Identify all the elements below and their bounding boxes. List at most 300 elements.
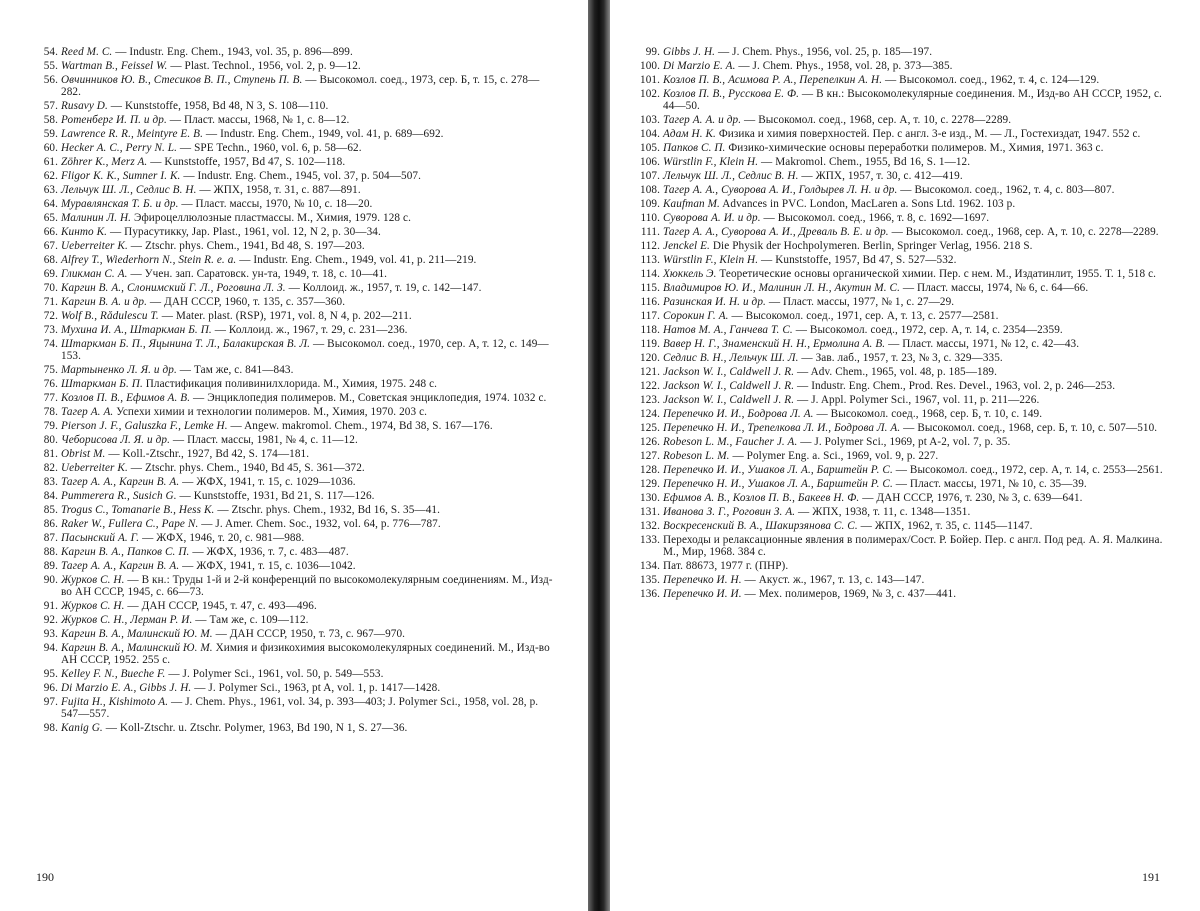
- reference-citation: — ЖПХ, 1957, т. 30, с. 412—419.: [798, 170, 963, 182]
- reference-entry: [638, 142, 1168, 154]
- reference-text: [663, 46, 1168, 58]
- reference-entry: [36, 668, 556, 680]
- reference-citation: — Высокомол. соед., 1968, сер. А, т. 10, с. 2278—2289.: [741, 114, 1012, 126]
- reference-authors: Kanig G.: [61, 722, 103, 734]
- reference-authors: Jackson W. I., Caldwell J. R.: [663, 380, 795, 392]
- reference-text: [61, 46, 556, 58]
- reference-number: 121.: [640, 366, 660, 378]
- reference-authors: Каргин В. А., Малинский Ю. М.: [61, 642, 213, 654]
- reference-authors: Перепечко И. И., Бодрова Л. А.: [663, 408, 814, 420]
- reference-text: [663, 534, 1168, 558]
- reference-text: [61, 170, 556, 182]
- reference-authors: Jenckel E.: [663, 240, 710, 252]
- reference-entry: [638, 184, 1168, 196]
- reference-number: 103.: [640, 114, 660, 126]
- reference-number: 89.: [43, 560, 58, 572]
- reference-entry: [638, 506, 1168, 518]
- reference-citation: — Industr. Eng. Chem., 1949, vol. 41, p. 211—219.: [236, 254, 477, 266]
- reference-text: [663, 464, 1168, 476]
- reference-number: 81.: [43, 448, 58, 460]
- reference-authors: Reed M. C.: [61, 46, 113, 58]
- reference-entry: [638, 254, 1168, 266]
- reference-entry: [36, 338, 556, 362]
- reference-authors: Jackson W. I., Caldwell J. R.: [663, 394, 795, 406]
- reference-number: 77.: [43, 392, 58, 404]
- reference-number: 83.: [43, 476, 58, 488]
- reference-number: 93.: [43, 628, 58, 640]
- reference-text: [663, 408, 1168, 420]
- reference-citation: — SPE Techn., 1960, vol. 6, p. 58—62.: [177, 142, 362, 154]
- reference-authors: Штаркман Б. П.: [61, 378, 143, 390]
- reference-entry: [36, 310, 556, 322]
- reference-number: 115.: [640, 282, 660, 294]
- reference-authors: Тагер А. А. и др.: [663, 114, 742, 126]
- reference-citation: — Учен. зап. Саратовск. ун-та, 1949, т. 18, с. 10—41.: [127, 268, 388, 280]
- reference-text: [663, 560, 1168, 572]
- reference-authors: Würstlin F., Klein H.: [663, 254, 759, 266]
- reference-text: [61, 100, 556, 112]
- reference-text: [61, 114, 556, 126]
- reference-entry: [36, 128, 556, 140]
- reference-number: 60.: [43, 142, 58, 154]
- reference-citation: Теоретические основы органической химии. Пер. с нем. М., Издатинлит, 1955. Т. 1, 518 с.: [716, 268, 1157, 280]
- reference-authors: Rusavy D.: [61, 100, 108, 112]
- reference-text: [663, 74, 1168, 86]
- reference-number: 102.: [640, 88, 660, 100]
- reference-number: 88.: [43, 546, 58, 558]
- reference-number: 100.: [640, 60, 660, 72]
- reference-entry: [36, 504, 556, 516]
- reference-text: [61, 74, 556, 98]
- reference-number: 94.: [43, 642, 58, 654]
- reference-authors: Pierson J. F., Galuszka F., Lemke H.: [61, 420, 228, 432]
- reference-authors: Zöhrer K., Merz A.: [61, 156, 148, 168]
- reference-text: [61, 60, 556, 72]
- reference-number: 95.: [43, 668, 58, 680]
- reference-entry: [36, 462, 556, 474]
- reference-text: [663, 240, 1168, 252]
- reference-citation: — Коллоид. ж., 1957, т. 19, с. 142—147.: [285, 282, 482, 294]
- reference-entry: [638, 226, 1168, 238]
- reference-entry: [638, 240, 1168, 252]
- reference-number: 85.: [43, 504, 58, 516]
- reference-list: [638, 46, 1168, 602]
- reference-text: [61, 392, 556, 404]
- reference-text: [61, 722, 556, 734]
- reference-number: 79.: [43, 420, 58, 432]
- reference-number: 65.: [43, 212, 58, 224]
- reference-citation: — Высокомол. соед., 1968, сер. Б, т. 10, с. 149.: [813, 408, 1043, 420]
- reference-text: [61, 462, 556, 474]
- reference-text: [663, 588, 1168, 600]
- reference-entry: [638, 366, 1168, 378]
- reference-number: 109.: [640, 198, 660, 210]
- reference-number: 122.: [640, 380, 660, 392]
- reference-text: [663, 520, 1168, 532]
- reference-citation: — ЖФХ, 1936, т. 7, с. 483—487.: [189, 546, 349, 558]
- reference-text: [61, 600, 556, 612]
- reference-text: [61, 156, 556, 168]
- reference-citation: — Высокомол. соед., 1970, сер. А, т. 12, с. 149—153.: [61, 338, 549, 362]
- reference-entry: [638, 46, 1168, 58]
- reference-citation: — ЖПХ, 1938, т. 11, с. 1348—1351.: [795, 506, 971, 518]
- reference-text: [61, 310, 556, 322]
- reference-number: 87.: [43, 532, 58, 544]
- reference-authors: Kaufman M.: [663, 198, 720, 210]
- reference-text: [663, 142, 1168, 154]
- reference-authors: Kelley F. N., Bueche F.: [61, 668, 166, 680]
- reference-number: 75.: [43, 364, 58, 376]
- reference-citation: — J. Polymer Sci., 1969, pt A-2, vol. 7, p. 35.: [797, 436, 1011, 448]
- reference-entry: [36, 600, 556, 612]
- reference-citation: — ДАН СССР, 1976, т. 230, № 3, с. 639—641.: [859, 492, 1083, 504]
- reference-number: 129.: [640, 478, 660, 490]
- reference-number: 134.: [640, 560, 660, 572]
- reference-text: [663, 450, 1168, 462]
- reference-text: [61, 338, 556, 362]
- reference-citation: — Koll.-Ztschr., 1927, Bd 42, S. 174—181.: [105, 448, 310, 460]
- reference-list: [36, 46, 556, 736]
- reference-citation: — Высокомол. соед., 1962, т. 4, с. 124—129.: [882, 74, 1100, 86]
- page-number: 191: [1142, 870, 1160, 884]
- reference-citation: — J. Amer. Chem. Soc., 1932, vol. 64, p. 776—787.: [198, 518, 441, 530]
- reference-text: [61, 696, 556, 720]
- reference-authors: Fujita H., Kishimoto A.: [61, 696, 169, 708]
- reference-authors: Козлов П. В., Ефимов А. В.: [61, 392, 191, 404]
- reference-citation: — ЖПХ, 1962, т. 35, с. 1145—1147.: [857, 520, 1033, 532]
- right-page: [608, 0, 1200, 911]
- reference-entry: [36, 614, 556, 626]
- reference-citation: — Высокомол. соед., 1968, сер. А, т. 10, с. 2278—2289.: [888, 226, 1159, 238]
- reference-entry: [36, 324, 556, 336]
- reference-authors: Чеборисова Л. Я. и др.: [61, 434, 170, 446]
- reference-citation: — J. Chem. Phys., 1961, vol. 34, p. 393—403; J. Polymer Sci., 1958, vol. 28, p. 547—557.: [61, 696, 539, 720]
- reference-text: [61, 668, 556, 680]
- reference-number: 59.: [43, 128, 58, 140]
- reference-text: [663, 198, 1168, 210]
- reference-entry: [638, 408, 1168, 420]
- reference-number: 99.: [645, 46, 660, 58]
- reference-text: [663, 60, 1168, 72]
- reference-citation: — Industr. Eng. Chem., 1945, vol. 37, p. 504—507.: [180, 170, 422, 182]
- reference-text: [61, 364, 556, 376]
- reference-entry: [36, 156, 556, 168]
- reference-citation: Эфироцеллюлозные пластмассы. М., Химия, 1979. 128 с.: [131, 212, 411, 224]
- reference-number: 54.: [43, 46, 58, 58]
- reference-citation: — Ztschr. phys. Chem., 1932, Bd 16, S. 35—41.: [214, 504, 440, 516]
- reference-text: [663, 366, 1168, 378]
- reference-entry: [36, 518, 556, 530]
- reference-number: 92.: [43, 614, 58, 626]
- reference-authors: Wartman B., Feissel W.: [61, 60, 168, 72]
- reference-text: [663, 156, 1168, 168]
- reference-entry: [36, 268, 556, 280]
- reference-entry: [36, 364, 556, 376]
- reference-entry: [638, 394, 1168, 406]
- reference-number: 68.: [43, 254, 58, 266]
- reference-entry: [638, 436, 1168, 448]
- reference-number: 118.: [640, 324, 660, 336]
- reference-authors: Муравлянская Т. Б. и др.: [61, 198, 179, 210]
- reference-number: 74.: [43, 338, 58, 350]
- reference-number: 82.: [43, 462, 58, 474]
- reference-number: 114.: [640, 268, 660, 280]
- reference-entry: [638, 380, 1168, 392]
- reference-citation: — J. Chem. Phys., 1956, vol. 25, p. 185—197.: [715, 46, 933, 58]
- reference-citation: — Зав. лаб., 1957, т. 23, № 3, с. 329—335.: [798, 352, 1003, 364]
- reference-authors: Перепечко И. Н.: [663, 574, 742, 586]
- reference-citation: — Kunststoffe, 1958, Bd 48, N 3, S. 108—110.: [107, 100, 329, 112]
- reference-citation: — Высокомол. соед., 1968, сер. Б, т. 10, с. 507—510.: [900, 422, 1158, 434]
- reference-authors: Trogus C., Tomanarie B., Hess K.: [61, 504, 215, 516]
- reference-citation: — Коллоид. ж., 1967, т. 29, с. 231—236.: [211, 324, 408, 336]
- reference-text: [663, 254, 1168, 266]
- reference-authors: Hecker A. C., Perry N. L.: [61, 142, 178, 154]
- reference-number: 133.: [640, 534, 660, 546]
- reference-entry: [638, 352, 1168, 364]
- reference-citation: — Высокомол. соед., 1973, сер. Б, т. 15, с. 278—282.: [61, 74, 540, 98]
- reference-text: [61, 532, 556, 544]
- reference-authors: Папков С. П.: [663, 142, 726, 154]
- reference-citation: — Polymer Eng. a. Sci., 1969, vol. 9, p. 227.: [729, 450, 939, 462]
- reference-citation: Физика и химия поверхностей. Пер. с англ. 3-е изд., М. — Л., Гостехиздат, 1947. 552 с.: [715, 128, 1141, 140]
- reference-number: 117.: [640, 310, 660, 322]
- reference-number: 107.: [640, 170, 660, 182]
- reference-text: [663, 114, 1168, 126]
- reference-entry: [36, 212, 556, 224]
- reference-text: [663, 506, 1168, 518]
- reference-authors: Каргин В. А., Папков С. П.: [61, 546, 190, 558]
- reference-number: 73.: [43, 324, 58, 336]
- reference-citation: — Industr. Eng. Chem., 1943, vol. 35, p. 896—899.: [112, 46, 353, 58]
- reference-text: [663, 394, 1168, 406]
- reference-citation: — ДАН СССР, 1950, т. 73, с. 967—970.: [212, 628, 406, 640]
- reference-entry: [36, 560, 556, 572]
- reference-authors: Gibbs J. H.: [663, 46, 716, 58]
- reference-citation: — ДАН СССР, 1945, т. 47, с. 493—496.: [124, 600, 317, 612]
- reference-authors: Ротенберг И. П. и др.: [61, 114, 167, 126]
- reference-number: 90.: [43, 574, 58, 586]
- reference-number: 70.: [43, 282, 58, 294]
- reference-number: 71.: [43, 296, 58, 308]
- reference-entry: [638, 282, 1168, 294]
- reference-citation: — Пурасутикку, Jap. Plast., 1961, vol. 12, N 2, p. 30—34.: [107, 226, 381, 238]
- reference-authors: Каргин В. А., Малинский Ю. М.: [61, 628, 213, 640]
- reference-entry: [638, 128, 1168, 140]
- reference-number: 130.: [640, 492, 660, 504]
- reference-number: 80.: [43, 434, 58, 446]
- reference-authors: Перепечко Н. И., Трепелкова Л. И., Бодрова Л. А.: [663, 422, 901, 434]
- reference-number: 120.: [640, 352, 660, 364]
- reference-text: [61, 240, 556, 252]
- reference-authors: Гликман С. А.: [61, 268, 128, 280]
- reference-authors: Тагер А. А., Суворова А. И., Древаль В. Е. и др.: [663, 226, 889, 238]
- reference-text: [61, 518, 556, 530]
- reference-citation: Физико-химические основы переработки полимеров. М., Химия, 1971. 363 с.: [725, 142, 1104, 154]
- reference-entry: [36, 628, 556, 640]
- reference-entry: [36, 170, 556, 182]
- reference-citation: — Пласт. массы, 1981, № 4, с. 11—12.: [170, 434, 358, 446]
- reference-citation: — Там же, с. 841—843.: [176, 364, 294, 376]
- reference-authors: Тагер А. А., Суворова А. И., Голдырев Л. Н. и др.: [663, 184, 898, 196]
- reference-text: [61, 226, 556, 238]
- reference-number: 55.: [43, 60, 58, 72]
- reference-entry: [638, 170, 1168, 182]
- reference-entry: [36, 46, 556, 58]
- reference-authors: Pummerera R., Susich G.: [61, 490, 177, 502]
- reference-text: [61, 490, 556, 502]
- reference-entry: [638, 310, 1168, 322]
- reference-number: 136.: [640, 588, 660, 600]
- reference-citation: — Высокомол. соед., 1962, т. 4, с. 803—807.: [897, 184, 1115, 196]
- reference-entry: [638, 268, 1168, 280]
- reference-number: 126.: [640, 436, 660, 448]
- reference-entry: [638, 588, 1168, 600]
- reference-citation: — Koll-Ztschr. u. Ztschr. Polymer, 1963, Bd 190, N 1, S. 27—36.: [102, 722, 408, 734]
- left-page: [0, 0, 590, 911]
- reference-text: [61, 574, 556, 598]
- reference-authors: Robeson L. M., Faucher J. A.: [663, 436, 798, 448]
- reference-entry: [36, 142, 556, 154]
- reference-text: [61, 378, 556, 390]
- reference-authors: Журков С. Н.: [61, 600, 125, 612]
- reference-citation: Advances in PVC. London, MacLaren a. Sons Ltd. 1962. 103 p.: [719, 198, 1016, 210]
- reference-entry: [638, 156, 1168, 168]
- reference-authors: Воскресенский В. А., Шакирзянова С. С.: [663, 520, 858, 532]
- reference-entry: [36, 392, 556, 404]
- reference-citation: Die Physik der Hochpolymeren. Berlin, Springer Verlag, 1956. 218 S.: [709, 240, 1033, 252]
- reference-text: [663, 310, 1168, 322]
- reference-citation: — Mater. plast. (RSP), 1971, vol. 8, N 4, p. 202—211.: [158, 310, 412, 322]
- reference-text: [61, 128, 556, 140]
- reference-number: 124.: [640, 408, 660, 420]
- reference-number: 72.: [43, 310, 58, 322]
- reference-authors: Пасынский А. Г.: [61, 532, 140, 544]
- reference-citation: — Пласт. массы, 1968, № 1, с. 8—12.: [166, 114, 350, 126]
- reference-text: [61, 504, 556, 516]
- reference-citation: — Высокомол. соед., 1971, сер. А, т. 13, с. 2577—2581.: [728, 310, 999, 322]
- reference-number: 108.: [640, 184, 660, 196]
- reference-authors: Перепечко Н. И., Ушаков Л. А., Барштейн Р. С.: [663, 478, 893, 490]
- reference-number: 106.: [640, 156, 660, 168]
- reference-number: 110.: [640, 212, 660, 224]
- reference-authors: Штаркман Б. П., Яцынина Т. Л., Балакирская В. Л.: [61, 338, 311, 350]
- reference-text: [663, 184, 1168, 196]
- reference-entry: [36, 184, 556, 196]
- reference-text: [663, 574, 1168, 586]
- reference-text: [663, 478, 1168, 490]
- reference-entry: [36, 282, 556, 294]
- reference-entry: [36, 114, 556, 126]
- reference-authors: Разинская И. Н. и др.: [663, 296, 766, 308]
- reference-authors: Адам Н. К.: [663, 128, 716, 140]
- reference-text: [61, 560, 556, 572]
- reference-citation: — Высокомол. соед., 1972, сер. А, т. 14, с. 2553—2561.: [892, 464, 1163, 476]
- reference-citation: — ЖФХ, 1941, т. 15, с. 1029—1036.: [179, 476, 356, 488]
- reference-citation: — J. Polymer Sci., 1961, vol. 50, p. 549—553.: [165, 668, 384, 680]
- reference-entry: [36, 198, 556, 210]
- reference-citation: — Ztschr. phys. Chem., 1941, Bd 48, S. 197—203.: [127, 240, 365, 252]
- reference-entry: [638, 450, 1168, 462]
- reference-entry: [36, 682, 556, 694]
- reference-authors: Козлов П. В., Асимова Р. А., Перепелкин А. Н.: [663, 74, 883, 86]
- reference-citation: — В кн.: Высокомолекулярные соединения. М., Изд-во АН СССР, 1952, с. 44—50.: [663, 88, 1162, 112]
- reference-citation: Химия и физикохимия высокомолекулярных соединений. М., Изд-во АН СССР, 1952. 255 с.: [61, 642, 550, 666]
- reference-number: 112.: [640, 240, 660, 252]
- reference-text: [61, 296, 556, 308]
- reference-authors: Хюккель Э.: [663, 268, 717, 280]
- reference-number: 69.: [43, 268, 58, 280]
- reference-citation: — ЖПХ, 1958, т. 31, с. 887—891.: [196, 184, 361, 196]
- reference-citation: — Kunststoffe, 1957, Bd 47, S. 102—118.: [147, 156, 346, 168]
- book-spine-gutter: [588, 0, 610, 911]
- reference-entry: [638, 492, 1168, 504]
- reference-entry: [638, 520, 1168, 532]
- reference-authors: Каргин В. А., Слонимский Г. Л., Роговина Л. З.: [61, 282, 286, 294]
- reference-authors: Raker W., Fullera C., Pape N.: [61, 518, 199, 530]
- reference-text: [61, 142, 556, 154]
- reference-number: 91.: [43, 600, 58, 612]
- reference-citation: — Высокомол. соед., 1966, т. 8, с. 1692—1697.: [760, 212, 990, 224]
- reference-text: [61, 448, 556, 460]
- reference-number: 63.: [43, 184, 58, 196]
- reference-authors: Малинин Л. Н.: [61, 212, 132, 224]
- reference-entry: [36, 240, 556, 252]
- reference-entry: [36, 722, 556, 734]
- reference-entry: [638, 114, 1168, 126]
- reference-entry: [638, 198, 1168, 210]
- reference-entry: [638, 296, 1168, 308]
- reference-authors: Robeson L. M.: [663, 450, 730, 462]
- reference-number: 101.: [640, 74, 660, 86]
- reference-entry: [36, 378, 556, 390]
- reference-entry: [638, 212, 1168, 224]
- reference-number: 76.: [43, 378, 58, 390]
- reference-number: 98.: [43, 722, 58, 734]
- reference-authors: Иванова З. Г., Роговин З. А.: [663, 506, 796, 518]
- reference-entry: [638, 88, 1168, 112]
- reference-authors: Натов М. А., Ганчева Т. С.: [663, 324, 793, 336]
- reference-entry: [638, 324, 1168, 336]
- reference-citation: — Makromol. Chem., 1955, Bd 16, S. 1—12.: [758, 156, 971, 168]
- reference-citation: — Пласт. массы, 1971, № 10, с. 35—39.: [892, 478, 1087, 490]
- reference-citation: — ЖФХ, 1941, т. 15, с. 1036—1042.: [179, 560, 356, 572]
- reference-citation: Пат. 88673, 1977 г. (ПНР).: [663, 560, 789, 572]
- reference-number: 132.: [640, 520, 660, 532]
- reference-number: 135.: [640, 574, 660, 586]
- reference-entry: [36, 490, 556, 502]
- reference-text: [663, 128, 1168, 140]
- reference-entry: [36, 226, 556, 238]
- reference-number: 86.: [43, 518, 58, 530]
- reference-citation: — J. Chem. Phys., 1958, vol. 28, p. 373—385.: [735, 60, 953, 72]
- reference-text: [61, 406, 556, 418]
- reference-authors: Вавер Н. Г., Знаменский Н. Н., Ермолина А. В.: [663, 338, 886, 350]
- reference-text: [663, 380, 1168, 392]
- reference-authors: Владимиров Ю. И., Малинин Л. Н., Акутин М. С.: [663, 282, 900, 294]
- reference-text: [61, 614, 556, 626]
- reference-text: [663, 296, 1168, 308]
- reference-entry: [36, 406, 556, 418]
- reference-entry: [36, 296, 556, 308]
- reference-text: [61, 198, 556, 210]
- reference-entry: [36, 696, 556, 720]
- reference-citation: — Высокомол. соед., 1972, сер. А, т. 14, с. 2354—2359.: [792, 324, 1063, 336]
- reference-citation: — Энциклопедия полимеров. М., Советская энциклопедия, 1974. 1032 с.: [190, 392, 547, 404]
- reference-number: 84.: [43, 490, 58, 502]
- reference-citation: — Пласт. массы, 1970, № 10, с. 18—20.: [178, 198, 373, 210]
- reference-text: [663, 436, 1168, 448]
